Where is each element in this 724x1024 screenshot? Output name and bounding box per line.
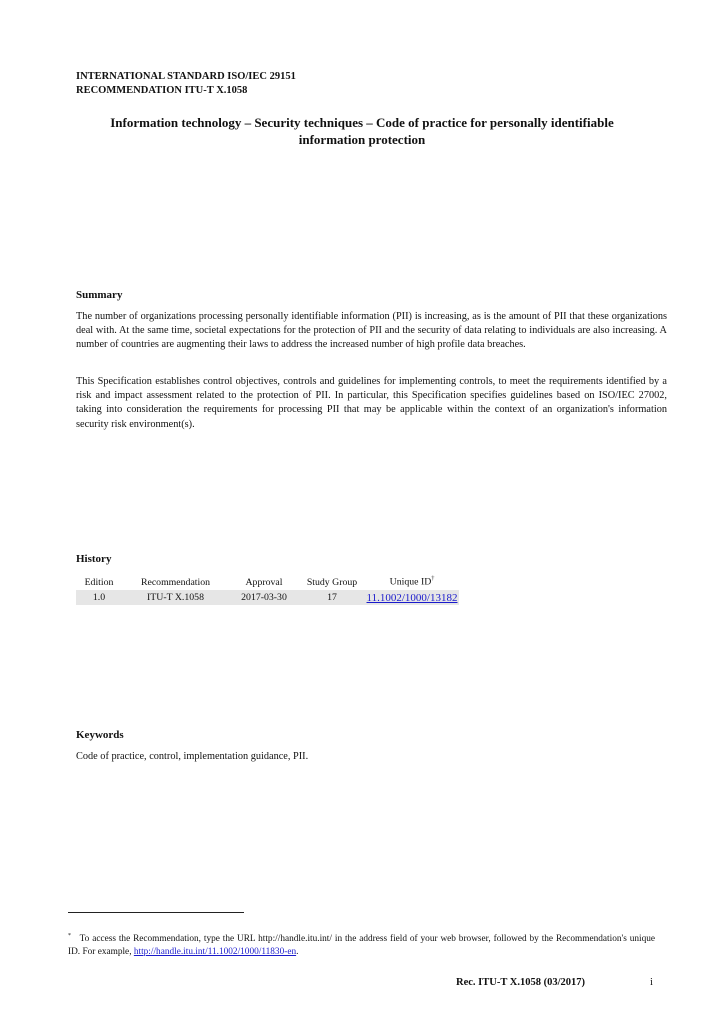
footnote-divider <box>68 912 244 913</box>
unique-id-link[interactable]: 11.1002/1000/13182 <box>366 591 458 604</box>
history-table-header <box>76 574 459 590</box>
column-header-edition: Edition <box>84 576 114 588</box>
summary-paragraph-1: The number of organizations processing personally identifiable information (PII) is increasing, as is the amount of PII that these organizations deal with. At the same time, societal expectations for the protection of PII and the security of data relating to individuals are also increasing. A number of countries are augmenting their laws to address the increased number of high profile data breaches. <box>76 311 667 351</box>
column-header-approval: Approval <box>245 576 283 588</box>
page-number: i <box>650 977 653 988</box>
unique-id-footnote-mark: † <box>431 576 435 583</box>
document-title <box>60 114 664 148</box>
summary-heading: Summary <box>76 289 123 301</box>
footnote-text: To access the Recommendation, type the URL http://handle.itu.int/ in the address field of your web browser, followed by the Recommendation's unique ID. For example, <box>68 934 655 958</box>
footer-label: Rec. ITU-T X.1058 (03/2017) <box>456 977 586 988</box>
column-header-recommendation: Recommendation <box>140 576 211 588</box>
footnote <box>68 930 655 959</box>
standard-designation: INTERNATIONAL STANDARD ISO/IEC 29151 <box>76 71 296 82</box>
cell-recommendation: ITU-T X.1058 <box>122 590 229 605</box>
keywords-heading: Keywords <box>76 729 124 741</box>
column-header-study-group: Study Group <box>306 576 358 588</box>
unique-id-label: Unique ID <box>389 576 432 588</box>
cell-approval: 2017-03-30 <box>229 590 299 605</box>
cell-study-group: 17 <box>299 590 365 605</box>
footnote-example-link[interactable]: http://handle.itu.int/11.1002/1000/11830-en <box>133 947 297 958</box>
footnote-end: . <box>296 947 299 958</box>
recommendation-designation: RECOMMENDATION ITU-T X.1058 <box>76 85 248 96</box>
table-row <box>76 590 459 605</box>
cell-edition: 1.0 <box>76 590 122 605</box>
document-header <box>76 70 296 98</box>
history-table <box>76 574 459 605</box>
title-line-2: information protection <box>298 132 426 147</box>
footnote-mark: * <box>68 933 71 939</box>
column-header-unique-id <box>365 574 459 590</box>
keywords-text: Code of practice, control, implementation guidance, PII. <box>76 751 309 762</box>
summary-paragraph-2: This Specification establishes control objectives, controls and guidelines for implementing controls, to meet the requirements identified by a risk and impact assessment related to the protection of PII. In particular, this Specification specifies guidelines based on ISO/IEC 27002, taking into consideration the requirements for processing PII that may be applicable within the context of an organization's information security risk environment(s). <box>76 376 667 430</box>
history-heading: History <box>76 553 112 565</box>
title-line-1: Information technology – Security techniques – Code of practice for personally identifiable <box>110 115 614 130</box>
cell-unique-id <box>365 590 459 605</box>
